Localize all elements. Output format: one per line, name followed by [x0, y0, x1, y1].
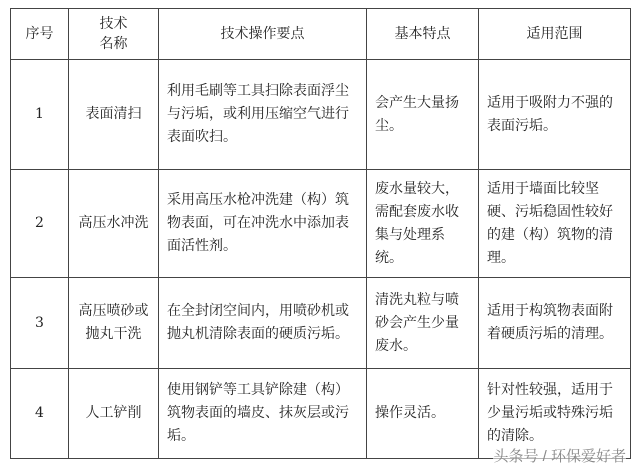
tech-scope: 适用于墙面比较坚硬、污垢稳固性较好的建（构）筑物的清理。 [479, 170, 631, 278]
header-name-line1: 技术 [99, 16, 128, 32]
row-number: 3 [11, 278, 69, 369]
tech-scope: 针对性较强，适用于少量污垢或特殊污垢的清除。 [479, 369, 631, 459]
header-scope: 适用范围 [479, 9, 631, 60]
table-row [11, 278, 631, 369]
header-feature: 基本特点 [367, 9, 479, 60]
tech-feature: 废水量较大，需配套废水收集与处理系统。 [367, 170, 479, 278]
table-row [11, 170, 631, 278]
tech-name: 表面清扫 [69, 60, 159, 170]
tech-feature: 会产生大量扬尘。 [367, 60, 479, 170]
row-number: 2 [11, 170, 69, 278]
tech-name: 高压喷砂或抛丸干洗 [69, 278, 159, 369]
tech-scope: 适用于吸附力不强的表面污垢。 [479, 60, 631, 170]
watermark: 头条号 / 环保爱好者 [493, 445, 626, 466]
tech-name: 高压水冲洗 [69, 170, 159, 278]
tech-feature: 清洗丸粒与喷砂会产生少量废水。 [367, 278, 479, 369]
header-name [69, 9, 159, 60]
table-row [11, 60, 631, 170]
tech-name: 人工铲削 [69, 369, 159, 459]
header-no: 序号 [11, 9, 69, 60]
tech-ops: 使用钢铲等工具铲除建（构）筑物表面的墙皮、抹灰层或污垢。 [159, 369, 367, 459]
tech-ops: 利用毛刷等工具扫除表面浮尘与污垢，或利用压缩空气进行表面吹扫。 [159, 60, 367, 170]
tech-ops: 在全封闭空间内，用喷砂机或抛丸机清除表面的硬质污垢。 [159, 278, 367, 369]
header-name-line2: 名称 [99, 36, 128, 52]
header-ops: 技术操作要点 [159, 9, 367, 60]
row-number: 4 [11, 369, 69, 459]
tech-table [10, 8, 631, 459]
header-row [11, 9, 631, 60]
tech-scope: 适用于构筑物表面附着硬质污垢的清理。 [479, 278, 631, 369]
row-number: 1 [11, 60, 69, 170]
tech-feature: 操作灵活。 [367, 369, 479, 459]
tech-ops: 采用高压水枪冲洗建（构）筑物表面，可在冲洗水中添加表面活性剂。 [159, 170, 367, 278]
